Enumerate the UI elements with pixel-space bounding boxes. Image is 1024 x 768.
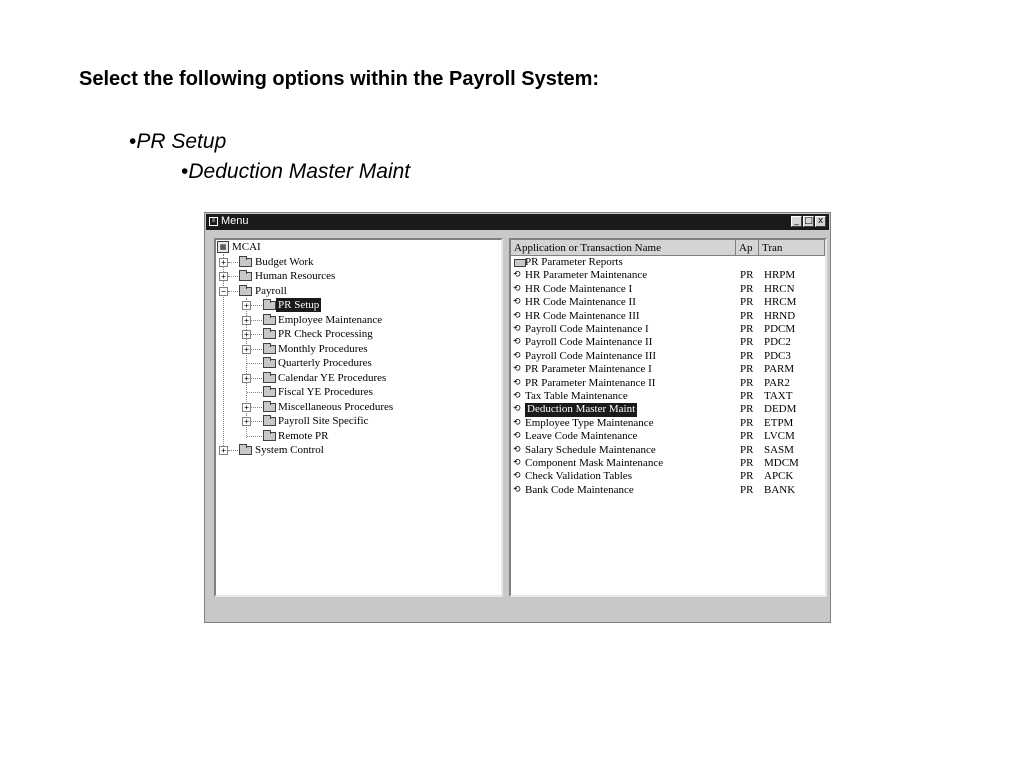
transaction-ap: PR [740, 376, 754, 389]
tree-item-pr-setup[interactable] [216, 298, 496, 312]
folder-icon [239, 446, 252, 455]
transaction-ap: PR [740, 430, 754, 443]
transaction-name: Component Mask Maintenance [525, 457, 664, 469]
tree-item-miscellaneous-procedures[interactable] [216, 400, 496, 414]
transaction-name: Bank Code Maintenance [525, 483, 634, 496]
transaction-icon: ⟲ [513, 484, 521, 495]
tree-connector [251, 407, 262, 408]
tree-item-label-selected: PR Setup [278, 299, 320, 311]
list-item[interactable] [511, 336, 825, 349]
transaction-code: ETPM [764, 416, 794, 429]
list-item[interactable] [511, 457, 825, 470]
transaction-code: DEDM [764, 403, 797, 416]
tree-item-fiscal-ye-procedures[interactable] [216, 385, 496, 399]
tree-connector [228, 450, 238, 451]
tree-item-system-control[interactable] [216, 443, 496, 457]
expand-icon[interactable]: + [242, 374, 251, 383]
list-item[interactable] [511, 323, 825, 336]
transaction-ap: PR [740, 363, 754, 376]
transaction-icon: ⟲ [513, 417, 521, 428]
transaction-code: TAXT [764, 390, 793, 402]
tree-root-label: MCAI [232, 241, 261, 253]
expand-icon[interactable]: + [219, 258, 228, 267]
transaction-code: PDCM [764, 323, 796, 335]
tree-item-calendar-ye-procedures[interactable] [216, 371, 496, 385]
tree-item-label: Calendar YE Procedures [278, 371, 387, 384]
transaction-name: Payroll Code Maintenance III [525, 349, 657, 362]
tree-connector [251, 349, 262, 350]
transaction-name: Payroll Code Maintenance II [525, 336, 653, 349]
tree-connector [228, 262, 238, 263]
transaction-ap: PR [740, 470, 754, 483]
transaction-ap: PR [740, 323, 754, 335]
transaction-icon: ⟲ [513, 431, 521, 442]
tree-item-label: Human Resources [255, 270, 336, 282]
transaction-ap: PR [740, 390, 754, 402]
tree-connector [228, 276, 238, 277]
folder-icon [263, 301, 276, 310]
folder-icon [263, 316, 276, 325]
tree-item-monthly-procedures[interactable] [216, 342, 496, 356]
transaction-icon: ⟲ [513, 270, 521, 281]
transaction-code: PDC2 [764, 336, 791, 349]
expand-icon[interactable]: + [242, 417, 251, 426]
tree-item-label: Employee Maintenance [278, 313, 383, 326]
tree-item-label: Fiscal YE Procedures [278, 386, 373, 398]
transaction-name: Check Validation Tables [525, 470, 632, 483]
transaction-name: HR Code Maintenance III [525, 309, 640, 322]
transaction-name: HR Code Maintenance II [525, 296, 636, 309]
menu-window [204, 212, 831, 623]
transaction-name: HR Parameter Maintenance [525, 269, 648, 282]
column-header-name[interactable]: Application or Transaction Name [511, 240, 736, 256]
transaction-name: Payroll Code Maintenance I [525, 323, 649, 335]
tree-connector [251, 320, 262, 321]
tree-item-label: Quarterly Procedures [278, 357, 372, 369]
transaction-icon: ⟲ [513, 310, 521, 321]
transaction-icon: ⟲ [513, 377, 521, 388]
list-header [511, 240, 825, 256]
close-button[interactable]: x [815, 216, 826, 227]
folder-row-label: PR Parameter Reports [525, 256, 623, 268]
transaction-ap: PR [740, 403, 754, 416]
expand-icon[interactable]: + [242, 301, 251, 310]
list-item[interactable] [511, 484, 825, 497]
folder-icon [263, 345, 276, 354]
transaction-icon: ⟲ [513, 297, 521, 308]
list-item[interactable] [511, 377, 825, 390]
tree-item-label: Payroll Site Specific [278, 415, 369, 427]
tree-connector [228, 291, 238, 292]
transaction-ap: PR [740, 282, 754, 295]
tree-item-pr-check-processing[interactable] [216, 327, 496, 341]
column-header-tran[interactable]: Tran [759, 240, 825, 256]
transaction-icon: ⟲ [513, 364, 521, 375]
transaction-list[interactable] [509, 238, 827, 597]
list-item[interactable] [511, 296, 825, 309]
list-item[interactable] [511, 363, 825, 376]
transaction-ap: PR [740, 336, 754, 349]
tree-connector [247, 436, 262, 437]
tree-item-human-resources[interactable] [216, 269, 496, 283]
transaction-name: Tax Table Maintenance [525, 390, 628, 402]
transaction-code: BANK [764, 483, 796, 496]
transaction-ap: PR [740, 483, 754, 496]
transaction-code: MDCM [764, 457, 799, 469]
transaction-ap: PR [740, 416, 754, 429]
tree-item-budget-work[interactable] [216, 255, 496, 269]
transaction-icon: ⟲ [513, 283, 521, 294]
tree-item-employee-maintenance[interactable] [216, 313, 496, 327]
transaction-name: PR Parameter Maintenance II [525, 376, 656, 389]
folder-icon [239, 258, 252, 267]
bullet-pr-setup [129, 130, 226, 154]
minimize-button[interactable]: _ [791, 216, 802, 227]
transaction-ap: PR [740, 296, 754, 309]
transaction-icon: ⟲ [513, 458, 521, 468]
transaction-icon: ⟲ [513, 471, 521, 482]
tree-item-quarterly-procedures[interactable] [216, 356, 496, 370]
transaction-code: PAR2 [764, 376, 790, 389]
transaction-code: PDC3 [764, 349, 791, 362]
list-item[interactable] [511, 350, 825, 363]
transaction-code: PARM [764, 363, 795, 376]
folder-icon [263, 417, 276, 426]
expand-icon[interactable]: + [242, 345, 251, 354]
list-item[interactable] [511, 444, 825, 457]
tree-connector [247, 392, 262, 393]
tree-item-label: System Control [255, 444, 324, 456]
bullet-text: Deduction Master Maint [188, 160, 411, 183]
bullet-deduction-master [181, 160, 410, 184]
transaction-icon: ⟲ [513, 391, 521, 401]
expand-icon[interactable]: + [242, 316, 251, 325]
transaction-ap: PR [740, 457, 754, 469]
transaction-name: PR Parameter Maintenance I [525, 363, 652, 376]
transaction-ap: PR [740, 443, 754, 456]
transaction-icon: ⟲ [513, 404, 521, 415]
transaction-code: HRPM [764, 269, 796, 282]
list-item[interactable] [511, 390, 825, 403]
bullet-dot: • [129, 130, 137, 153]
transaction-ap: PR [740, 309, 754, 322]
transaction-code: HRCM [764, 296, 797, 309]
tree-connector [247, 363, 262, 364]
tree-item-label: PR Check Processing [278, 328, 373, 340]
transaction-ap: PR [740, 349, 754, 362]
tree-connector [251, 334, 262, 335]
transaction-code: LVCM [764, 430, 795, 443]
tree-root[interactable] [216, 240, 496, 254]
window-title: Menu [221, 215, 249, 227]
column-header-ap[interactable]: Ap [736, 240, 759, 256]
slide-heading: Select the following options within the Payroll System: [79, 68, 600, 90]
transaction-code: SASM [764, 443, 794, 456]
folder-icon [263, 432, 276, 441]
transaction-code: HRND [764, 309, 796, 322]
window-menu-icon[interactable]: ≡ [209, 217, 218, 226]
tree-item-label: Budget Work [255, 255, 314, 268]
tree-connector [251, 305, 262, 306]
folder-icon [239, 272, 252, 281]
tree-item-label: Monthly Procedures [278, 342, 368, 355]
transaction-name: Leave Code Maintenance [525, 430, 638, 443]
expand-icon[interactable]: + [242, 330, 251, 339]
bullet-dot: • [181, 160, 189, 183]
maximize-button[interactable]: □ [804, 216, 813, 226]
expand-icon[interactable]: + [242, 403, 251, 412]
list-item[interactable] [511, 283, 825, 296]
folder-icon [263, 359, 276, 368]
transaction-icon: ⟲ [513, 324, 521, 334]
window-titlebar[interactable] [206, 214, 829, 230]
list-item[interactable] [511, 470, 825, 483]
tree-connector [251, 421, 262, 422]
transaction-ap: PR [740, 269, 754, 282]
transaction-name: Employee Type Maintenance [525, 416, 654, 429]
folder-icon [263, 330, 276, 339]
bullet-text: PR Setup [136, 130, 227, 153]
transaction-name: HR Code Maintenance I [525, 282, 633, 295]
tree-item-remote-pr[interactable] [216, 429, 496, 443]
folder-icon [263, 388, 276, 397]
tree-item-payroll-site-specific[interactable] [216, 414, 496, 428]
list-item[interactable] [511, 403, 825, 416]
folder-icon [263, 403, 276, 412]
folder-open-icon [239, 287, 252, 296]
folder-icon [263, 374, 276, 383]
tree-item-label: Miscellaneous Procedures [278, 400, 394, 413]
tree-item-label: Remote PR [278, 429, 329, 442]
collapse-icon[interactable]: − [219, 287, 228, 296]
transaction-code: APCK [764, 470, 794, 483]
transaction-icon: ⟲ [513, 444, 521, 455]
menu-tree[interactable] [214, 238, 503, 597]
transaction-name: Salary Schedule Maintenance [525, 443, 656, 456]
transaction-icon: ⟲ [513, 337, 521, 348]
list-item[interactable] [511, 310, 825, 323]
tree-item-payroll[interactable] [216, 284, 496, 298]
transaction-code: HRCN [764, 282, 795, 295]
list-item[interactable] [511, 430, 825, 443]
list-folder-row[interactable] [511, 256, 825, 269]
transaction-name: Deduction Master Maint [527, 403, 636, 416]
tree-item-label: Payroll [255, 284, 287, 297]
transaction-icon: ⟲ [513, 350, 521, 361]
tree-connector [251, 378, 262, 379]
list-item[interactable] [511, 269, 825, 282]
mcai-root-icon: ▦ [217, 241, 229, 253]
list-item[interactable] [511, 417, 825, 430]
expand-icon[interactable]: + [219, 272, 228, 281]
expand-icon[interactable]: + [219, 446, 228, 455]
